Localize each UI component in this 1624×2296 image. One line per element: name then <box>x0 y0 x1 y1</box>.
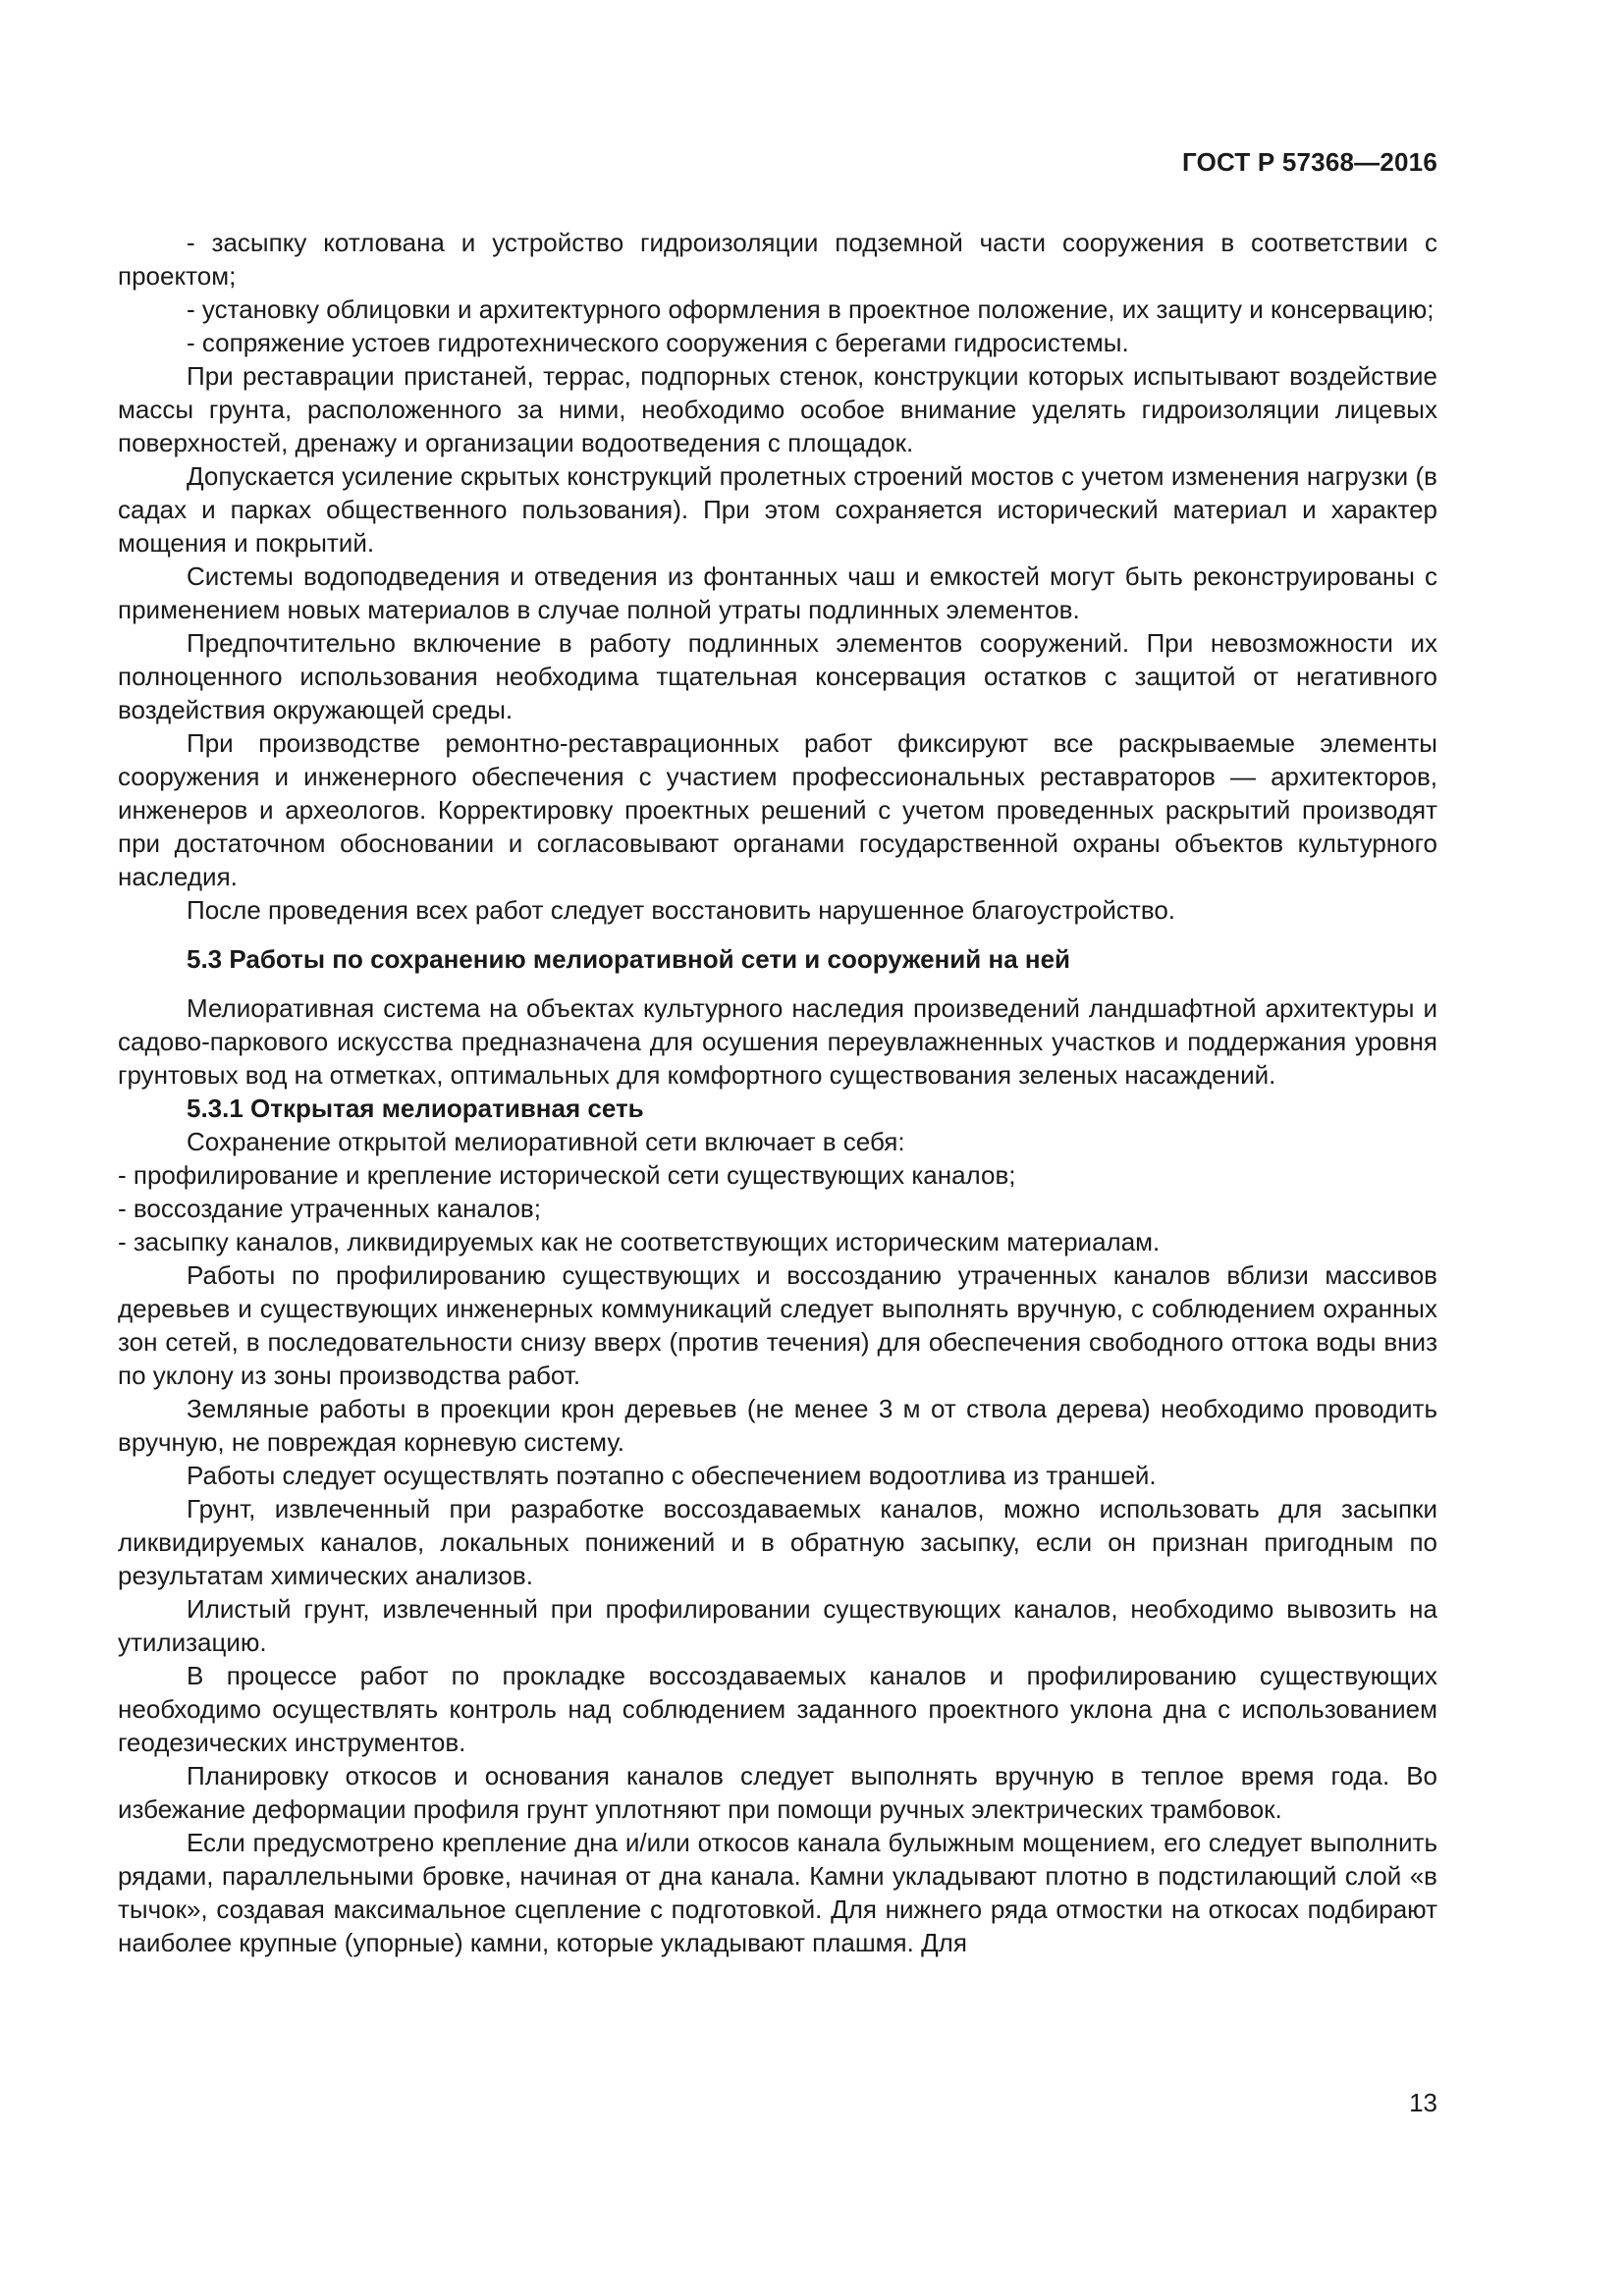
paragraph: В процессе работ по прокладке воссоздаваемых каналов и профилированию существующих необходимо осуществлять контроль над соблюдением заданного проектного уклона дна с использованием геодезических инструментов. <box>118 1661 1437 1757</box>
paragraph: Илистый грунт, извлеченный при профилировании существующих каналов, необходимо вывозить на утилизацию. <box>118 1594 1437 1657</box>
paragraph: - засыпку котлована и устройство гидроизоляции подземной части сооружения в соответствии с проектом; <box>118 228 1437 291</box>
paragraph: После проведения всех работ следует восстановить нарушенное благоустройство. <box>187 895 1176 925</box>
paragraph: При реставрации пристаней, террас, подпорных стенок, конструкции которых испытывают воздействие массы грунта, расположенного за ними, необходимо особое внимание уделять гидроизоляции лицевых поверхностей, дренажу и организации водоотведения с площадок. <box>118 361 1437 457</box>
page-number: 13 <box>1409 2088 1437 2117</box>
paragraph: Земляные работы в проекции крон деревьев (не менее 3 м от ствола дерева) необходимо проводить вручную, не повреждая корневую систему. <box>118 1394 1437 1457</box>
list-item: - воссоздание утраченных каналов; <box>118 1194 541 1223</box>
paragraph: Если предусмотрено крепление дна и/или откосов канала булыжным мощением, его следует выполнить рядами, параллельными бровке, начиная от дна канала. Камни укладывают плотно в подстилающий слой «в тычок», создавая максимальное сцепление с подготовкой. Для нижнего ряда отмостки на откосах подбирают наиболее крупные (упорные) камни, которые укладывают плашмя. Для <box>118 1828 1437 1957</box>
list-item: - засыпку каналов, ликвидируемых как не соответствующих историческим материалам. <box>118 1227 1161 1256</box>
paragraph: - установку облицовки и архитектурного оформления в проектное положение, их защиту и консервацию; <box>187 294 1435 324</box>
document-body <box>118 226 1437 1959</box>
paragraph: - сопряжение устоев гидротехнического сооружения с берегами гидросистемы. <box>187 328 1129 357</box>
standard-header: ГОСТ Р 57368—2016 <box>1182 147 1437 177</box>
paragraph: Сохранение открытой мелиоративной сети включает в себя: <box>187 1127 905 1156</box>
section-heading-5-3: 5.3 Работы по сохранению мелиоративной сети и сооружений на ней <box>187 944 1071 974</box>
paragraph: Грунт, извлеченный при разработке воссоздаваемых каналов, можно использовать для засыпки ликвидируемых каналов, локальных понижений и в обратную засыпку, если он признан пригодным по результатам химических анализов. <box>118 1494 1437 1590</box>
subsection-heading-5-3-1: 5.3.1 Открытая мелиоративная сеть <box>187 1094 644 1123</box>
paragraph: Предпочтительно включение в работу подлинных элементов сооружений. При невозможности их полноценного использования необходима тщательная консервация остатков с защитой от негативного воздействия окружающей среды. <box>118 628 1437 724</box>
paragraph: Допускается усиление скрытых конструкций пролетных строений мостов с учетом изменения нагрузки (в садах и парках общественного пользования). При этом сохраняется исторический материал и характер мощения и покрытий. <box>118 461 1437 558</box>
paragraph: При производстве ремонтно-реставрационных работ фиксируют все раскрываемые элементы сооружения и инженерного обеспечения с участием профессиональных реставраторов — архитекторов, инженеров и археологов. Корректировку проектных решений с учетом проведенных раскрытий производят при достаточном обосновании и согласовывают органами государственной охраны объектов культурного наследия. <box>118 728 1437 891</box>
paragraph: Мелиоративная система на объектах культурного наследия произведений ландшафтной архитектуры и садово-паркового искусства предназначена для осушения переувлажненных участков и поддержания уровня грунтовых вод на отметках, оптимальных для комфортного существования зеленых насаждений. <box>118 993 1437 1090</box>
paragraph: Системы водоподведения и отведения из фонтанных чаш и емкостей могут быть реконструированы с применением новых материалов в случае полной утраты подлинных элементов. <box>118 561 1437 624</box>
list-item: - профилирование и крепление исторической сети существующих каналов; <box>118 1160 1016 1190</box>
paragraph: Работы следует осуществлять поэтапно с обеспечением водоотлива из траншей. <box>187 1461 1157 1490</box>
paragraph: Планировку откосов и основания каналов следует выполнять вручную в теплое время года. Во избежание деформации профиля грунт уплотняют при помощи ручных электрических трамбовок. <box>118 1761 1437 1824</box>
paragraph: Работы по профилированию существующих и воссозданию утраченных каналов вблизи массивов деревьев и существующих инженерных коммуникаций следует выполнять вручную, с соблюдением охранных зон сетей, в последовательности снизу вверх (против течения) для обеспечения свободного оттока воды вниз по уклону из зоны производства работ. <box>118 1260 1437 1390</box>
